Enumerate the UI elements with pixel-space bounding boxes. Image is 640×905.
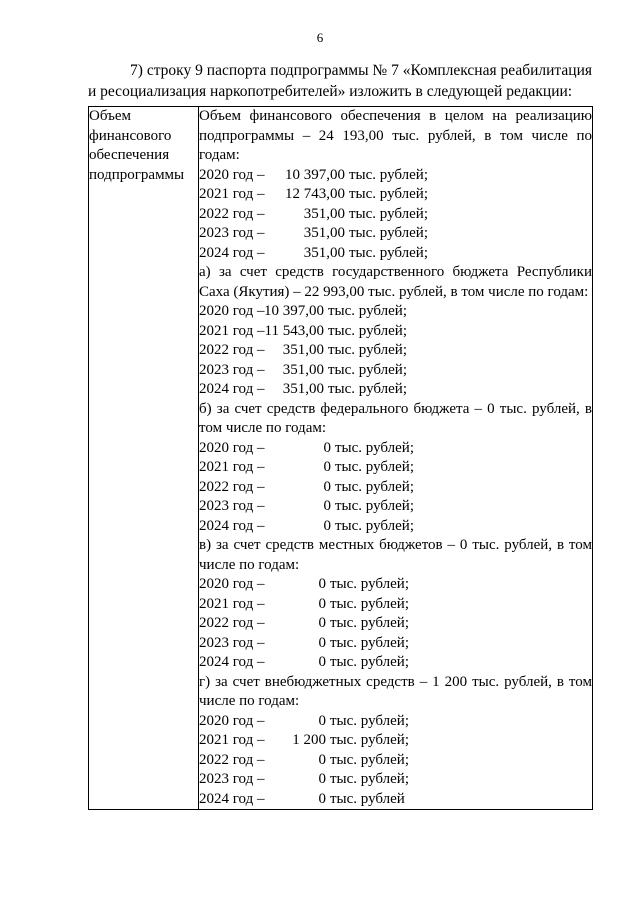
year-label: 2023 год – (199, 771, 265, 787)
funding-year-row (199, 751, 592, 771)
unit-label: тыс. рублей; (330, 771, 409, 787)
year-label: 2021 год – (199, 459, 265, 475)
year-label: 2022 год – (199, 342, 265, 358)
amount-value: 351,00 (303, 225, 345, 241)
amount-value: 0 (318, 615, 326, 631)
unit-label: тыс. рублей; (349, 166, 428, 183)
unit-label: тыс. рублей; (328, 322, 407, 339)
year-label: 2023 год – (199, 634, 265, 651)
total-rows (199, 166, 592, 264)
amount-value: 351,00 (303, 244, 345, 261)
state-budget-text: а) за счет средств государственного бюджета Республики Саха (Якутия) – 22 993,00 тыс. рублей, в том числе по годам: (199, 264, 592, 300)
funding-year-row (199, 712, 592, 732)
year-label: 2020 год – (199, 439, 265, 456)
unit-label: тыс. рублей; (330, 615, 409, 631)
unit-label: тыс. рублей; (335, 478, 414, 495)
amount-value: 0 (318, 654, 326, 670)
funding-year-row (199, 166, 592, 186)
amount-value: 11 543,00 (264, 322, 324, 339)
year-label: 2020 год – (199, 576, 265, 592)
year-label: 2022 год – (199, 615, 265, 631)
year-label: 2021 год – (199, 186, 265, 202)
amount-value: 1 200 (292, 732, 326, 748)
amount-value: 0 (318, 771, 326, 787)
funding-content (199, 107, 593, 810)
unit-label: тыс. рублей; (335, 517, 414, 534)
unit-label: тыс. рублей; (349, 225, 428, 241)
year-label: 2020 год – (199, 166, 265, 183)
state-budget-rows (199, 302, 592, 400)
unit-label: тыс. рублей; (335, 439, 414, 456)
funding-year-row (199, 244, 592, 264)
amount-value: 0 (318, 634, 326, 651)
unit-label: тыс. рублей; (330, 751, 409, 768)
amount-value: 0 (318, 751, 326, 768)
row-label: Объем финансового обеспечения подпрограммы (89, 107, 199, 810)
funding-year-row (199, 497, 592, 517)
local-budget-text: в) за счет средств местных бюджетов – 0 тыс. рублей, в том числе по годам: (199, 537, 592, 573)
year-label: 2022 год – (199, 478, 265, 495)
amount-value: 0 (323, 478, 331, 495)
funding-year-row (199, 575, 592, 595)
funding-year-row (199, 205, 592, 225)
unit-label: тыс. рублей; (335, 459, 414, 475)
year-label: 2024 год – (199, 790, 265, 807)
unit-label: тыс. рублей; (330, 712, 409, 729)
unit-label: тыс. рублей (330, 790, 405, 807)
year-label: 2021 год – (199, 322, 265, 339)
funding-year-row (199, 790, 592, 810)
amount-value: 0 (323, 459, 331, 475)
funding-year-row (199, 439, 592, 459)
local-budget-rows (199, 575, 592, 673)
unit-label: тыс. рублей; (328, 342, 407, 358)
funding-year-row (199, 224, 592, 244)
funding-year-row (199, 770, 592, 790)
year-label: 2020 год – (199, 712, 265, 729)
unit-label: тыс. рублей; (330, 595, 409, 612)
amount-value: 0 (323, 439, 331, 456)
funding-year-row (199, 653, 592, 673)
year-label: 2020 год – (199, 303, 265, 319)
extrabudgetary-rows (199, 712, 592, 810)
unit-label: тыс. рублей; (330, 576, 409, 592)
funding-year-row (199, 322, 592, 342)
extrabudgetary-text: г) за счет внебюджетных средств – 1 200 тыс. рублей, в том числе по годам: (199, 673, 592, 709)
unit-label: тыс. рублей; (330, 732, 409, 748)
funding-year-row (199, 458, 592, 478)
amount-value: 10 397,00 (264, 303, 324, 319)
funding-year-row (199, 517, 592, 537)
year-label: 2024 год – (199, 517, 265, 534)
year-label: 2023 год – (199, 361, 265, 378)
funding-year-row (199, 380, 592, 400)
funding-year-row (199, 595, 592, 615)
amount-value: 0 (318, 790, 326, 807)
year-label: 2024 год – (199, 381, 265, 397)
year-label: 2023 год – (199, 498, 265, 514)
funding-year-row (199, 634, 592, 654)
funding-year-row (199, 341, 592, 361)
federal-budget-text: б) за счет средств федерального бюджета – 0 тыс. рублей, в том числе по годам: (199, 400, 592, 436)
amount-value: 12 743,00 (285, 186, 345, 202)
table-row (89, 107, 593, 810)
year-label: 2023 год – (199, 225, 265, 241)
passport-table (88, 106, 593, 810)
unit-label: тыс. рублей; (328, 381, 407, 397)
year-label: 2024 год – (199, 654, 265, 670)
intro-text: 7) строку 9 паспорта подпрограммы № 7 «Комплексная реабилитация и ресоциализация наркопотребителей» изложить в следующей редакции: (88, 62, 592, 100)
amount-value: 0 (323, 498, 331, 514)
year-label: 2022 год – (199, 205, 265, 222)
amount-value: 10 397,00 (285, 166, 345, 183)
unit-label: тыс. рублей; (330, 654, 409, 670)
unit-label: тыс. рублей; (349, 244, 428, 261)
year-label: 2022 год – (199, 751, 265, 768)
unit-label: тыс. рублей; (335, 498, 414, 514)
unit-label: тыс. рублей; (349, 186, 428, 202)
amount-value: 351,00 (303, 205, 345, 222)
year-label: 2021 год – (199, 595, 265, 612)
amount-value: 0 (318, 595, 326, 612)
page-number: 6 (316, 30, 324, 45)
unit-label: тыс. рублей; (349, 205, 428, 222)
unit-label: тыс. рублей; (330, 634, 409, 651)
unit-label: тыс. рублей; (328, 361, 407, 378)
total-text: Объем финансового обеспечения в целом на реализацию подпрограммы – 24 193,00 тыс. рублей, в том числе по годам: (199, 108, 592, 163)
amount-value: 351,00 (282, 361, 324, 378)
funding-year-row (199, 731, 592, 751)
federal-budget-rows (199, 439, 592, 537)
funding-year-row (199, 361, 592, 381)
year-label: 2024 год – (199, 244, 265, 261)
amount-value: 351,00 (282, 381, 324, 397)
funding-year-row (199, 478, 592, 498)
amount-value: 0 (318, 712, 326, 729)
funding-year-row (199, 185, 592, 205)
funding-year-row (199, 302, 592, 322)
funding-year-row (199, 614, 592, 634)
intro-paragraph (88, 60, 592, 102)
amount-value: 351,00 (282, 342, 324, 358)
amount-value: 0 (323, 517, 331, 534)
unit-label: тыс. рублей; (328, 303, 407, 319)
year-label: 2021 год – (199, 732, 265, 748)
amount-value: 0 (318, 576, 326, 592)
